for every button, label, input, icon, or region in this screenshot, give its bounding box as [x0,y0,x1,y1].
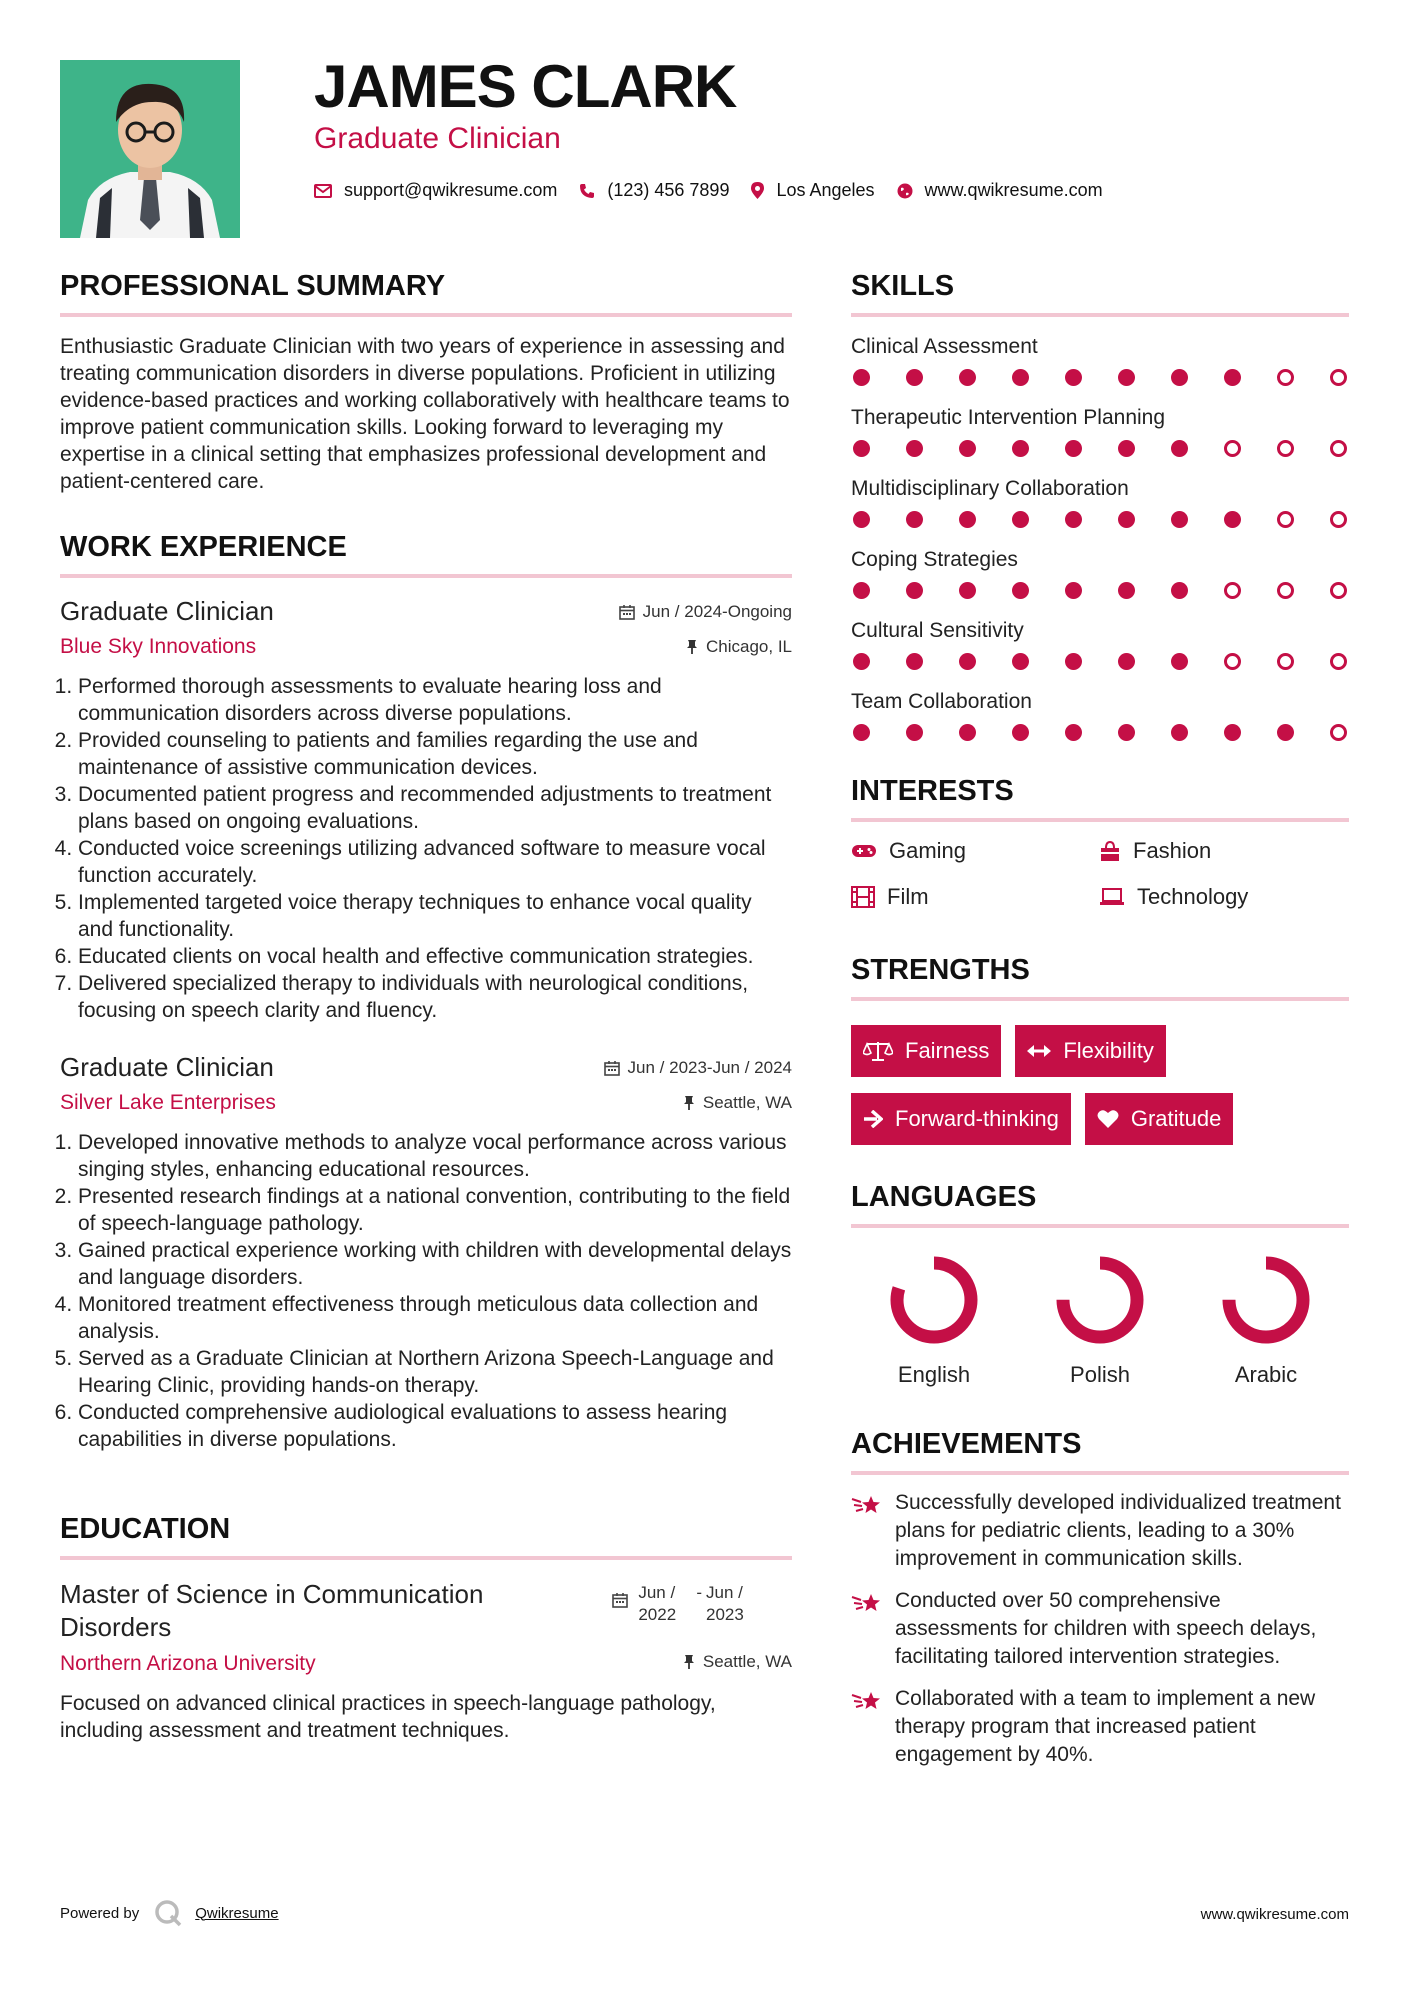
rating-dot-filled [906,653,923,670]
duty-item: 4. Monitored treatment effectiveness through meticulous data collection and analysis. [78,1291,792,1345]
duty-item: 1. Performed thorough assessments to evaluate hearing loss and communication disorders across diverse populations. [78,673,792,727]
rating-dot-filled [1118,440,1135,457]
job-title: Graduate Clinician [60,596,274,626]
rating-dot-empty [1330,511,1347,528]
rating-dot-filled [959,653,976,670]
rating-dot-filled [853,440,870,457]
calendar-icon [604,1060,620,1076]
qwikresume-link[interactable]: Qwikresume [195,1904,279,1922]
achievement-item [851,1587,1349,1671]
job-company: Silver Lake Enterprises [60,1091,276,1114]
rating-dot-filled [959,440,976,457]
education-entry [60,1578,792,1744]
rating-dot-empty [1224,440,1241,457]
shopping-bag-icon [1099,840,1121,862]
education-location-text: Seattle, WA [702,1652,792,1671]
profile-photo [60,60,240,238]
job-entry [60,1052,792,1453]
section-title-experience: WORK EXPERIENCE [60,531,792,578]
duty-item: 6. Conducted comprehensive audiological evaluations to assess hearing capabilities in diverse populations. [78,1399,792,1453]
interest-item [1099,884,1349,910]
contact-location-text: Los Angeles [776,180,875,200]
heart-icon [1097,1109,1119,1129]
rating-dot-filled [906,511,923,528]
achievement-text: Successfully developed individualized treatment plans for pediatric clients, leading to a 30% improvement in communication skills. [895,1491,1341,1570]
rating-dot-filled [1171,653,1188,670]
contact-email-text: support@qwikresume.com [344,180,558,200]
interest-label: Fashion [1133,838,1212,863]
shooting-star-icon [851,1591,883,1615]
strength-label: Gratitude [1130,1106,1222,1131]
education-date [612,1582,760,1626]
education-start-date: Jun / 2022 [638,1583,677,1624]
rating-dot-filled [1171,440,1188,457]
language-progress-arc [897,1263,971,1337]
rating-dot-filled [1012,369,1029,386]
rating-dot-filled [1118,369,1135,386]
achievements-list [851,1489,1349,1769]
job-date-text: Jun / 2023-Jun / 2024 [627,1058,792,1077]
phone-icon [579,183,595,199]
rating-dot-empty [1224,582,1241,599]
rating-dot-filled [1012,582,1029,599]
skill-name: Therapeutic Intervention Planning [851,406,1166,429]
interest-item [851,884,1099,910]
rating-dot-filled [1118,511,1135,528]
rating-dot-filled [1065,582,1082,599]
rating-dot-filled [853,511,870,528]
job-location [686,637,792,657]
section-title-strengths: STRENGTHS [851,954,1349,1001]
contact-website[interactable] [897,180,1103,201]
interest-label: Technology [1137,884,1249,909]
languages-list [851,1254,1349,1388]
job-date [604,1058,792,1078]
job-title: Graduate Clinician [60,1052,274,1082]
rating-dot-filled [1224,511,1241,528]
achievement-item [851,1489,1349,1573]
pushpin-icon [683,1654,695,1670]
language-name: English [897,1362,971,1387]
duty-item: 3. Gained practical experience working with children with developmental delays and language disorders. [78,1237,792,1291]
rating-dot-filled [906,724,923,741]
rating-dot-filled [853,582,870,599]
strengths-list [851,1025,1349,1161]
rating-dot-filled [1065,369,1082,386]
skills-list [851,335,1349,741]
rating-dot-empty [1330,369,1347,386]
interest-item [1099,838,1349,864]
rating-dot-empty [1277,369,1294,386]
language-progress-ring [1054,1254,1146,1346]
rating-dot-filled [1277,724,1294,741]
rating-dot-filled [1118,724,1135,741]
rating-dot-empty [1277,653,1294,670]
footer-powered-by [60,1898,279,1928]
rating-dot-filled [1065,511,1082,528]
rating-dot-filled [1171,582,1188,599]
section-title-languages: LANGUAGES [851,1181,1349,1228]
skill-name: Multidisciplinary Collaboration [851,477,1129,500]
achievement-text: Collaborated with a team to implement a new therapy program that increased patient engagement by 40%. [895,1687,1316,1766]
strength-tag [1015,1025,1165,1077]
rating-dot-empty [1330,440,1347,457]
duty-item: 5. Served as a Graduate Clinician at Northern Arizona Speech-Language and Hearing Clinic, providing hands-on therapy. [78,1345,792,1399]
right-column [851,270,1349,1769]
rating-dot-filled [1224,724,1241,741]
calendar-icon [619,604,635,620]
rating-dot-filled [1012,511,1029,528]
degree-title: Master of Science in Communication Disorders [60,1579,484,1642]
skill-rating [851,369,1349,386]
rating-dot-empty [1330,653,1347,670]
footer-website[interactable]: www.qwikresume.com [1200,1906,1349,1923]
rating-dot-filled [1065,440,1082,457]
shooting-star-icon [851,1689,883,1713]
strength-label: Fairness [905,1038,990,1063]
film-icon [851,886,875,908]
strength-tag [1085,1093,1234,1145]
section-title-interests: INTERESTS [851,775,1349,822]
rating-dot-filled [1118,582,1135,599]
duty-item: 1. Developed innovative methods to analyze vocal performance across various singing styles, enhancing educational resources. [78,1129,792,1183]
rating-dot-filled [1012,653,1029,670]
duty-item: 7. Delivered specialized therapy to individuals with neurological conditions, focusing on speech clarity and fluency. [78,970,792,1024]
rating-dot-filled [1065,724,1082,741]
rating-dot-filled [959,724,976,741]
rating-dot-empty [1277,440,1294,457]
section-title-skills: SKILLS [851,270,1349,317]
interest-item [851,838,1099,864]
rating-dot-filled [906,582,923,599]
job-entry [60,596,792,1024]
achievement-text: Conducted over 50 comprehensive assessments for children with speech delays, facilitating tailored intervention strategies. [895,1589,1317,1668]
job-duties [60,1129,792,1453]
contact-website-text: www.qwikresume.com [924,180,1103,200]
summary-text: Enthusiastic Graduate Clinician with two years of experience in assessing and treating communication disorders in diverse populations. Proficient in utilizing evidence-based practices and working collaboratively with healthcare teams to improve patient communication skills. Looking forward to leveraging my expertise in a clinical setting that emphasizes professional development and patient-centered care. [60,335,790,493]
education-description: Focused on advanced clinical practices in speech-language pathology, including assessment and treatment techniques. [60,1692,716,1742]
skill-rating [851,653,1349,670]
candidate-name: JAMES CLARK [314,53,737,120]
contact-phone-text: (123) 456 7899 [607,180,730,200]
contact-phone[interactable] [579,180,729,201]
interests-list [851,838,1349,910]
rating-dot-filled [1012,724,1029,741]
rating-dot-filled [1171,511,1188,528]
job-location [683,1093,792,1113]
rating-dot-filled [1065,653,1082,670]
envelope-icon [314,184,332,198]
job-date [619,602,792,622]
duty-item: 6. Educated clients on vocal health and effective communication strategies. [78,943,792,970]
rating-dot-filled [853,653,870,670]
education-location [683,1652,792,1672]
pushpin-icon [683,1095,695,1111]
rating-dot-empty [1330,724,1347,741]
contact-bar [314,180,1125,201]
skill-name: Cultural Sensitivity [851,619,1024,642]
education-end-date: Jun / 2023 [706,1583,744,1624]
duty-item: 2. Presented research findings at a national convention, contributing to the field of speech-language pathology. [78,1183,792,1237]
interest-label: Film [887,884,929,909]
scale-icon [863,1040,893,1062]
date-separator: - [696,1583,702,1602]
rating-dot-filled [853,369,870,386]
interest-label: Gaming [889,838,967,863]
strength-label: Forward-thinking [895,1106,1059,1131]
skill-name: Clinical Assessment [851,335,1038,358]
gamepad-icon [851,843,877,859]
rating-dot-filled [853,724,870,741]
calendar-icon [612,1592,628,1608]
section-title-achievements: ACHIEVEMENTS [851,1428,1349,1475]
job-duties [60,673,792,1024]
language-name: Arabic [1234,1362,1298,1387]
language-item [1183,1254,1349,1388]
skill-rating [851,724,1349,741]
rating-dot-filled [1012,440,1029,457]
duty-item: 4. Conducted voice screenings utilizing advanced software to measure vocal function accurately. [78,835,792,889]
strength-label: Flexibility [1063,1038,1154,1063]
rating-dot-empty [1277,511,1294,528]
rating-dot-filled [1224,369,1241,386]
rating-dot-empty [1277,582,1294,599]
arrow-right-icon [863,1110,883,1128]
globe-icon [897,183,913,199]
duty-item: 2. Provided counseling to patients and families regarding the use and maintenance of assistive communication devices. [78,727,792,781]
strength-tag [851,1093,1071,1145]
shooting-star-icon [851,1493,883,1517]
qwikresume-logo-icon [153,1898,183,1928]
skill-name: Team Collaboration [851,690,1032,713]
language-name: Polish [1070,1362,1130,1387]
rating-dot-filled [959,511,976,528]
rating-dot-filled [1118,653,1135,670]
language-progress-ring [888,1254,980,1346]
pushpin-icon [686,639,698,655]
contact-location [751,180,874,201]
contact-email[interactable] [314,180,557,201]
rating-dot-filled [906,440,923,457]
skill-rating [851,440,1349,457]
duty-item: 5. Implemented targeted voice therapy techniques to enhance vocal quality and functionality. [78,889,792,943]
laptop-icon [1099,888,1125,906]
rating-dot-filled [1171,724,1188,741]
section-title-education: EDUCATION [60,1513,792,1560]
language-item [1017,1254,1183,1388]
language-item [851,1254,1017,1388]
map-pin-icon [751,182,764,199]
school-name: Northern Arizona University [60,1652,316,1675]
rating-dot-filled [1171,369,1188,386]
strength-tag [851,1025,1001,1077]
language-progress-arc [1229,1263,1303,1337]
duty-item: 3. Documented patient progress and recommended adjustments to treatment plans based on ongoing evaluations. [78,781,792,835]
rating-dot-filled [959,582,976,599]
job-location-text: Chicago, IL [706,637,792,656]
skill-rating [851,511,1349,528]
job-date-text: Jun / 2024-Ongoing [642,602,792,621]
arrows-horizontal-icon [1027,1044,1051,1058]
skill-name: Coping Strategies [851,548,1018,571]
candidate-title: Graduate Clinician [314,122,561,155]
left-column [60,270,792,1744]
language-progress-arc [1063,1263,1137,1337]
job-location-text: Seattle, WA [702,1093,792,1112]
skill-rating [851,582,1349,599]
powered-by-label: Powered by [60,1904,140,1922]
section-title-summary: PROFESSIONAL SUMMARY [60,270,792,317]
achievement-item [851,1685,1349,1769]
rating-dot-empty [1330,582,1347,599]
rating-dot-empty [1224,653,1241,670]
job-company: Blue Sky Innovations [60,635,257,658]
rating-dot-filled [906,369,923,386]
rating-dot-filled [959,369,976,386]
language-progress-ring [1220,1254,1312,1346]
